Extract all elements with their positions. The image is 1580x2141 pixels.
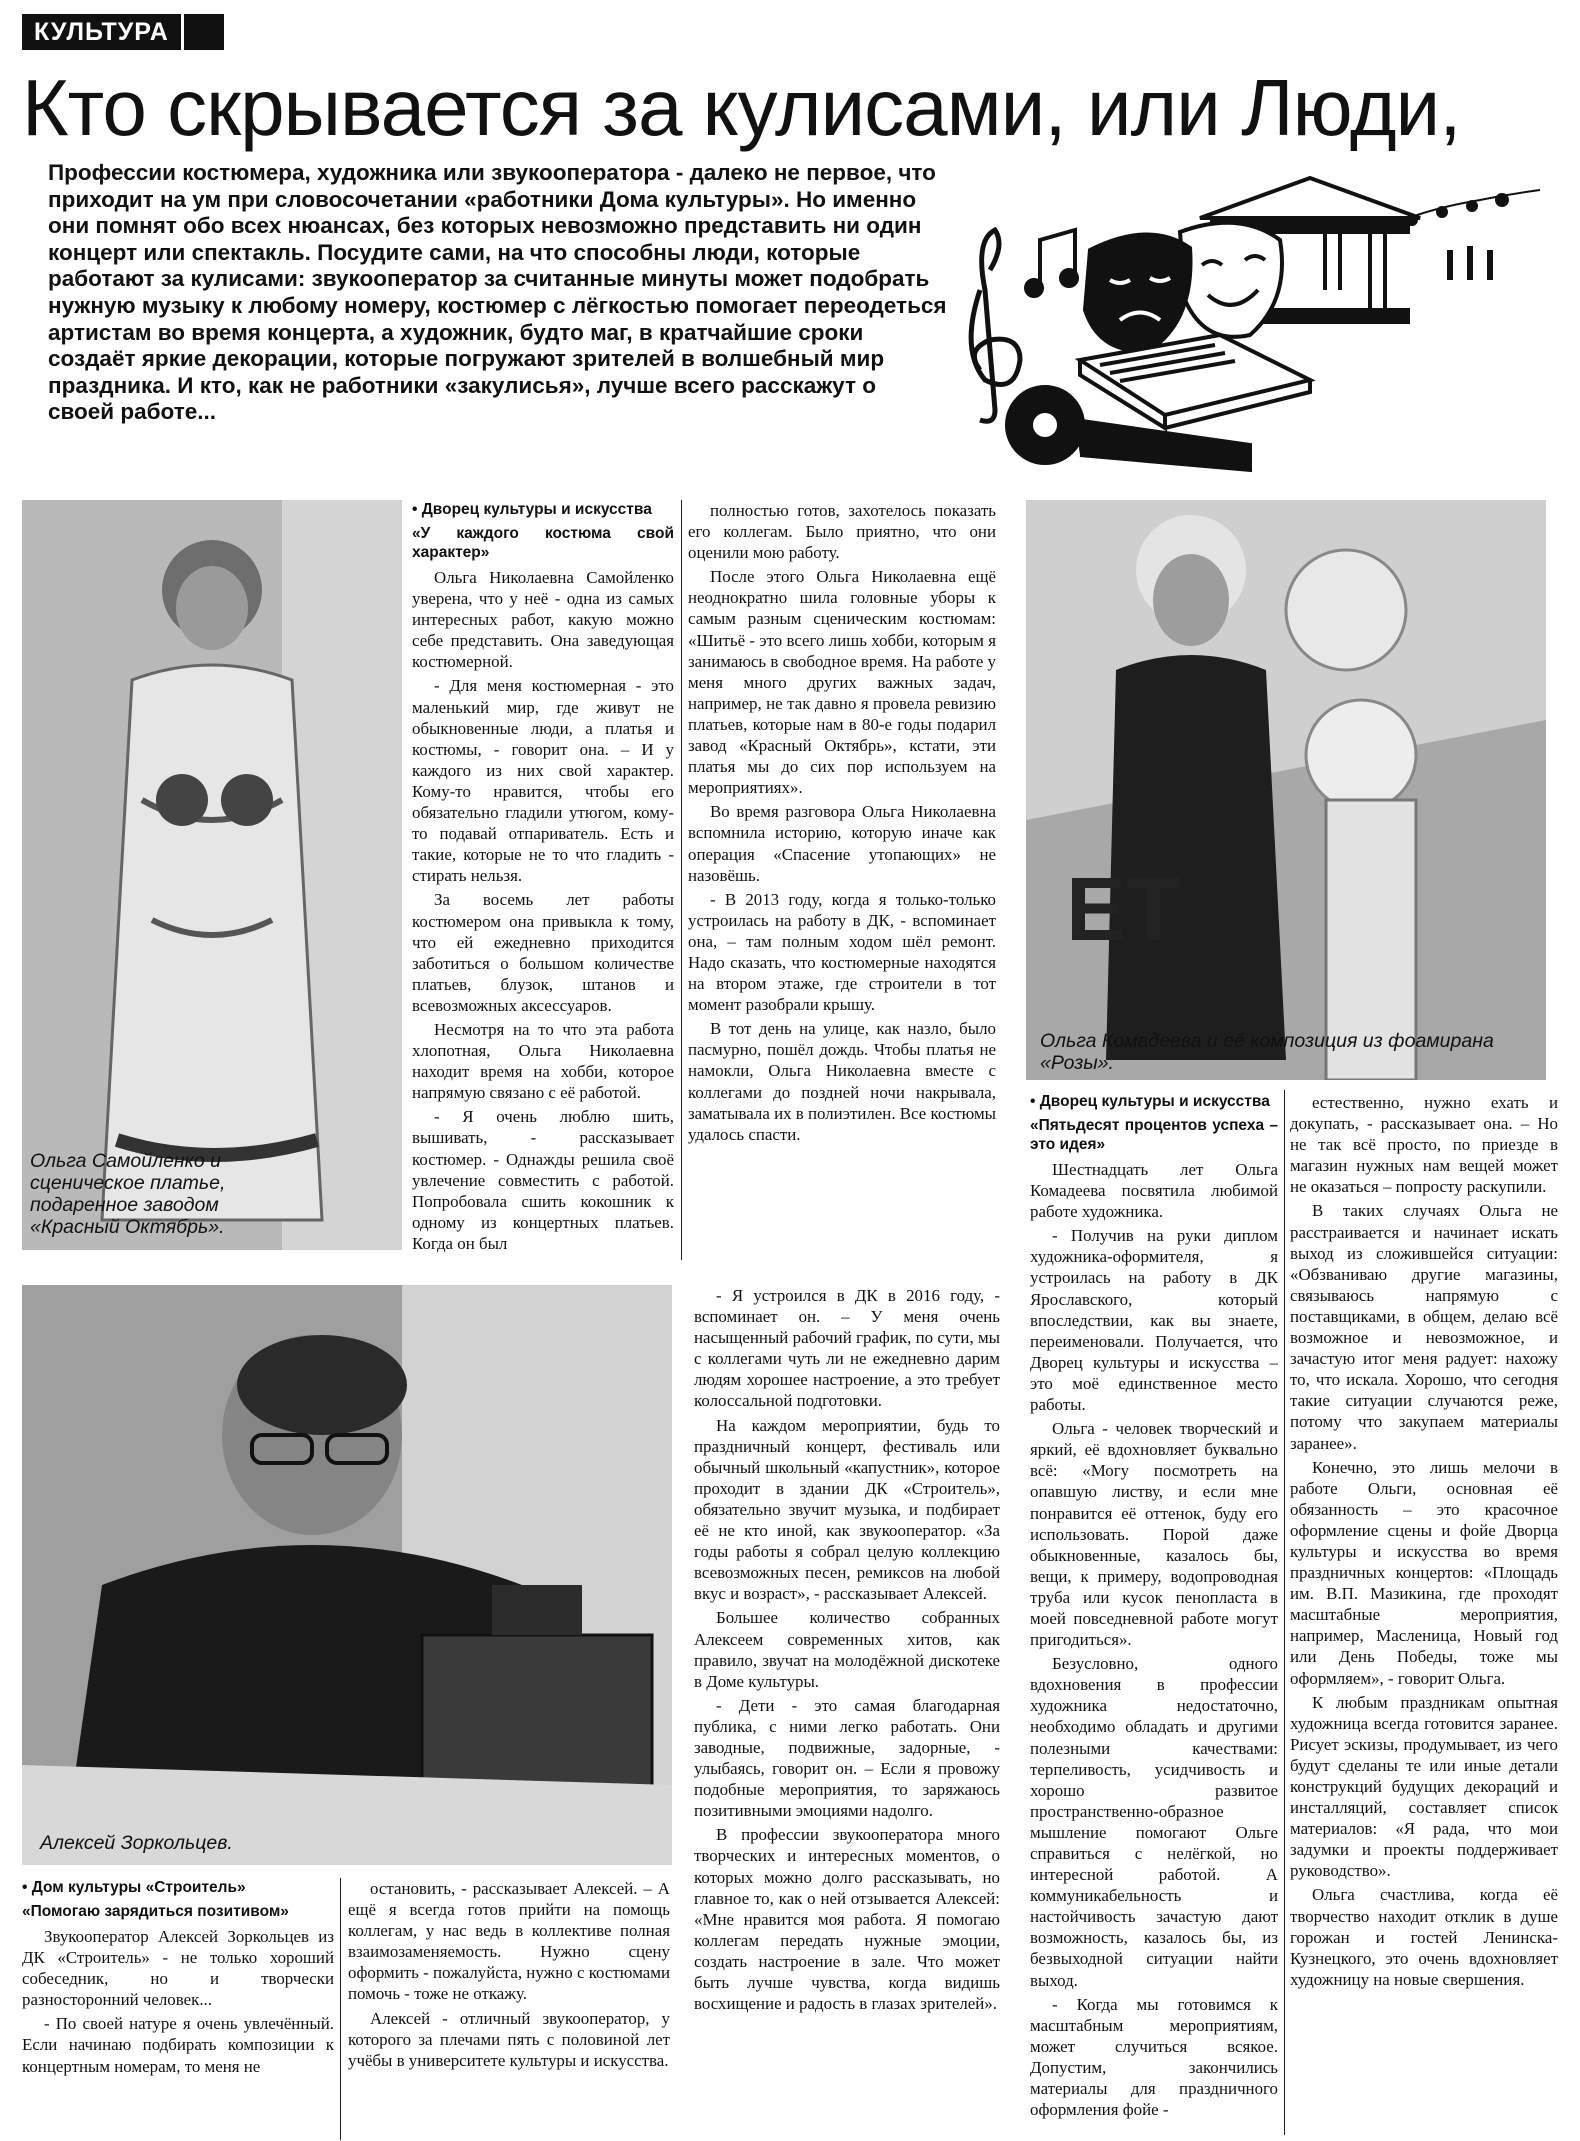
column-c [1030,1092,1278,2137]
paragraph: На каждом мероприятии, будь то праздничный концерт, фестиваль или обычный школьный «капустник», которое проходит в здании ДК «Строитель», обязательно звучит музыка, и подбирает её не кто иной, как звукооператор. «За годы работы я собрал целую коллекцию всевозможных песен, ремиксов на любой вкус и возраст», - рассказывает Алексей. [694,1415,1000,1604]
article-artist-text [1030,1092,1278,2120]
paragraph: Звукооператор Алексей Зоркольцев из ДК «Строитель» - не только хороший собеседник, но и творчески разносторонний человек... [22,1927,334,2010]
paragraph: - Я устроился в ДК в 2016 году, - вспоминает он. – У меня очень насыщенный рабочий график, по сути, мы с коллегами чуть ли не ежедневно дарим людям хорошее настроение, а это требует колоссальной подготовки. [694,1286,1000,1411]
paragraph: - Получив на руки диплом художника-оформителя, я устроилась на работу в ДК Ярославского, который впоследствии, как вы знаете, переименовали. Получается, что Дворец культуры и искусства – это моё единственное место работы. [1030,1226,1278,1415]
photo-sound-engineer-image [22,1285,672,1865]
article-costumer-text-cont [688,500,996,1145]
paragraph: После этого Ольга Николаевна ещё неоднократно шила головные уборы к самым разным сценическим костюмам: «Шитьё - это всего лишь хобби, которым я занимаюсь в свободное время. На работе у меня много других важных задач, например, не так давно я провела ревизию платьев, которые нам в 80-е годы подарил завод «Красный Октябрь», кстати, эти платья мы до сих пор используем на мероприятиях». [688,567,996,798]
paragraph: Безусловно, одного вдохновения в профессии художника недостаточно, необходимо обладать и другими полезными качествами: терпеливость, усидчивость и хорошо развитое пространственно-образное мышление помогают Ольге справиться с нелёгкой, но интересной работой. А коммуникабельность и настойчивость зачастую дают возможность, казалось бы, из безвыходной ситуации найти выход. [1030,1654,1278,1990]
column-a [412,500,674,1255]
paragraph: - Для меня костюмерная - это маленький мир, где живут не обыкновенные люди, а платья и костюмы, - говорит она. – И у каждого из них свой характер. Кому-то нравится, чтобы его обязательно гладили утюгом, кому-то подавай отпариватель. Есть и такие, которые не то что гладить - стирать нельзя. [412,676,674,886]
paragraph: Ольга - человек творческий и яркий, её вдохновляет буквально всё: «Могу посмотреть на опавшую листву, и если мне понравится её оттенок, буду его использовать. Порой даже обыкновенные, казалось бы, вещи, к примеру, водопроводная труба или кусок пенопласта в моей повседневной работе могут пригодиться». [1030,1419,1278,1650]
photo-costumer-image [22,500,402,1250]
paragraph: В таких случаях Ольга не расстраивается и начинает искать выход из сложившейся ситуации: «Обзваниваю другие магазины, связываюсь напрямую с поставщиками, в общем, делаю всё возможное и невозможное, и зачастую итог меня радует: нахожу то, что искала. Хорошо, что сегодня такие ситуации случаются реже, потому что закупаем материалы заранее». [1290,1201,1558,1453]
photo-artist [1026,500,1546,1080]
photo-sound-engineer [22,1285,672,1865]
section-heading: «Пятьдесят процентов успеха – это идея» [1030,1117,1278,1153]
section-heading: • Дом культуры «Строитель» [22,1879,246,1896]
column-f [22,1878,334,2140]
paragraph: - В 2013 году, когда я только-только устроилась на работу в ДК, - вспоминает она, – там полным ходом шёл ремонт. Надо сказать, что костюмерные находятся на втором этаже, где строители в тот момент разобрали крышу. [688,889,996,1015]
paragraph: - Я очень люблю шить, вышивать, - рассказывает костюмер. - Однажды решила своё увлечение совместить с работой. Попробовала сшить кокошник к одному из концертных платьев. Когда он был [412,1107,674,1253]
column-b [688,500,996,1255]
column-d [1290,1092,1558,2137]
section-heading: • Дворец культуры и искусства [412,501,652,518]
rubric-label: КУЛЬТУРА [22,14,181,50]
column-divider [681,500,682,1260]
paragraph: К любым праздникам опытная художница всегда готовится заранее. Рисует эскизы, продумывает, из чего будут сделаны те или иные детали конструкций будущих декораций и инсталляций, составляет список материалов: «Я рада, что мои задумки и проекты поддерживает руководство». [1290,1692,1558,1881]
theatre-illustration [950,170,1560,480]
svg-text:ЕТ: ЕТ [1066,860,1182,960]
article-artist-text-cont [1290,1092,1558,1990]
paragraph: Шестнадцать лет Ольга Комадеева посвятила любимой работе художника. [1030,1160,1278,1222]
paragraph: остановить, - рассказывает Алексей. – А ещё я всегда готов прийти на помощь коллегам, у нас ведь в коллективе полная взаимозаменяемость. Нужно сцену оформить - пожалуйста, нужно с костюмами помочь - тоже не откажу. [348,1879,670,2004]
headline: Кто скрывается за кулисами, или Люди, [22,63,1461,152]
paragraph: За восемь лет работы костюмером она привыкла к тому, что ей ежедневно приходится заботиться о большом количестве платьев, блузок, штанов и всевозможных аксессуаров. [412,890,674,1015]
caption-photo-artist: Ольга Комадеева и её композиция из фоамирана «Розы». [1040,1030,1494,1074]
caption-photo-sound-engineer: Алексей Зоркольцев. [40,1832,233,1854]
paragraph: естественно, нужно ехать и докупать, - рассказывает она. – Но не так всё просто, по приезде в магазин нужных нам вещей может не оказаться – попросту раскупили. [1290,1093,1558,1197]
tragedy-mask-icon [1085,234,1191,350]
caption-photo-costumer: Ольга Самойленко и сценическое платье, подаренное заводом «Красный Октябрь». [30,1150,226,1238]
paragraph: Несмотря на то что эта работа хлопотная, Ольга Николаевна находит время на хобби, которое напрямую связано с её работой. [412,1019,674,1103]
paragraph: В тот день на улице, как назло, было пасмурно, пошёл дождь. Чтобы платья не намокли, Ольга Николаевна вместе с коллегами до поздней ночи накрывала, заматывала их в полиэтилен. Все костюмы удалось спасти. [688,1019,996,1144]
column-divider [340,1878,341,2140]
article-sound-engineer-text [22,1878,334,2077]
section-heading: «У каждого костюма свой характер» [412,525,674,561]
photo-artist-image [1026,500,1546,1080]
paragraph: - Дети - это самая благодарная публика, с ними легко работать. Они заводные, подвижные, задорные, - улыбаясь, говорит он. – Если я провожу подобные мероприятия, то заряжаюсь позитивными эмоциями надолго. [694,1695,1000,1821]
paragraph: - Когда мы готовимся к масштабным мероприятиям, может случиться всякое. Допустим, закончились материалы для праздничного оформления фойе - [1030,1994,1278,2120]
paragraph: Во время разговора Ольга Николаевна вспомнила историю, которую иначе как операция «Спасение утопающих» не назовёшь. [688,802,996,885]
section-heading: • Дворец культуры и искусства [1030,1093,1270,1110]
paragraph: Ольга Николаевна Самойленко уверена, что у неё - одна из самых интересных работ, какую можно себе представить. Она заведующая костюмерной. [412,568,674,672]
paragraph: Большее количество собранных Алексеем современных хитов, как правило, звучат на молодёжной дискотеке в Доме культуры. [694,1608,1000,1691]
article-costumer-text [412,500,674,1254]
paragraph: В профессии звукооператора много творческих и интересных моментов, о которых можно долго рассказывать, но главное то, как о ней отзывается Алексей: «Мне нравится моя работа. Я помогаю коллегам передать нужные эмоции, создать настроение в зале. Что может быть лучше чувства, когда видишь восхищение и радость в глазах зрителей». [694,1825,1000,2014]
temple-pediment-icon [1200,178,1420,218]
article-sound-engineer-text-mid [348,1878,670,2071]
treble-clef-icon [971,230,1020,421]
article-sound-engineer-text-cont [694,1285,1000,2014]
paragraph: Конечно, это лишь мелочи в работе Ольги, основная её обязанность – это красочное оформление сцены и фойе Дворца культуры и искусства во время праздничных концертов: «Площадь им. В.П. Мазикина, где проходят масштабные мероприятия, например, Масленица, Новый год или День Победы, тоже мы оформляем», - говорит Ольга. [1290,1457,1558,1688]
paragraph: - По своей натуре я очень увлечённый. Если начинаю подбирать композиции к концертным номерам, то меня не [22,2014,334,2076]
photo-costumer [22,500,402,1250]
column-e [694,1285,1000,2135]
rubric-marker [184,14,224,50]
paragraph: полностью готов, захотелось показать его коллегам. Было приятно, что они оценили мою работу. [688,501,996,563]
paragraph: Алексей - отличный звукооператор, у которого за плечами пять с половиной лет учёбы в университете культуры и искусства. [348,2008,670,2070]
paint-brushes-icon [1450,246,1490,280]
comedy-mask-icon [1180,223,1282,337]
paragraph: Ольга счастлива, когда её творчество находит отклик в душе горожан и гостей Ленинска-Кузнецкого, это очень вдохновляет художницу на новые свершения. [1290,1885,1558,1989]
column-g [348,1878,670,2140]
section-heading: «Помогаю зарядиться позитивом» [22,1903,289,1920]
column-divider [1284,1090,1285,2135]
lead-paragraph: Профессии костюмера, художника или звукооператора - далеко не первое, что приходит на ум при словосочетании «работники Дома культуры». Но именно они помнят обо всех нюансах, без которых невозможно представить ни один концерт или спектакль. Посудите сами, на что способны люди, которые работают за кулисами: звукооператор за считанные минуты может подобрать нужную музыку к любому номеру, костюмер с лёгкостью помогает переодеться артистам во время концерта, а художник, будто маг, в кратчайшие сроки создаёт яркие декорации, которые погружают зрителей в волшебный мир праздника. И кто, как не работники «закулисья», лучше всего расскажут о своей работе... [48,160,947,425]
